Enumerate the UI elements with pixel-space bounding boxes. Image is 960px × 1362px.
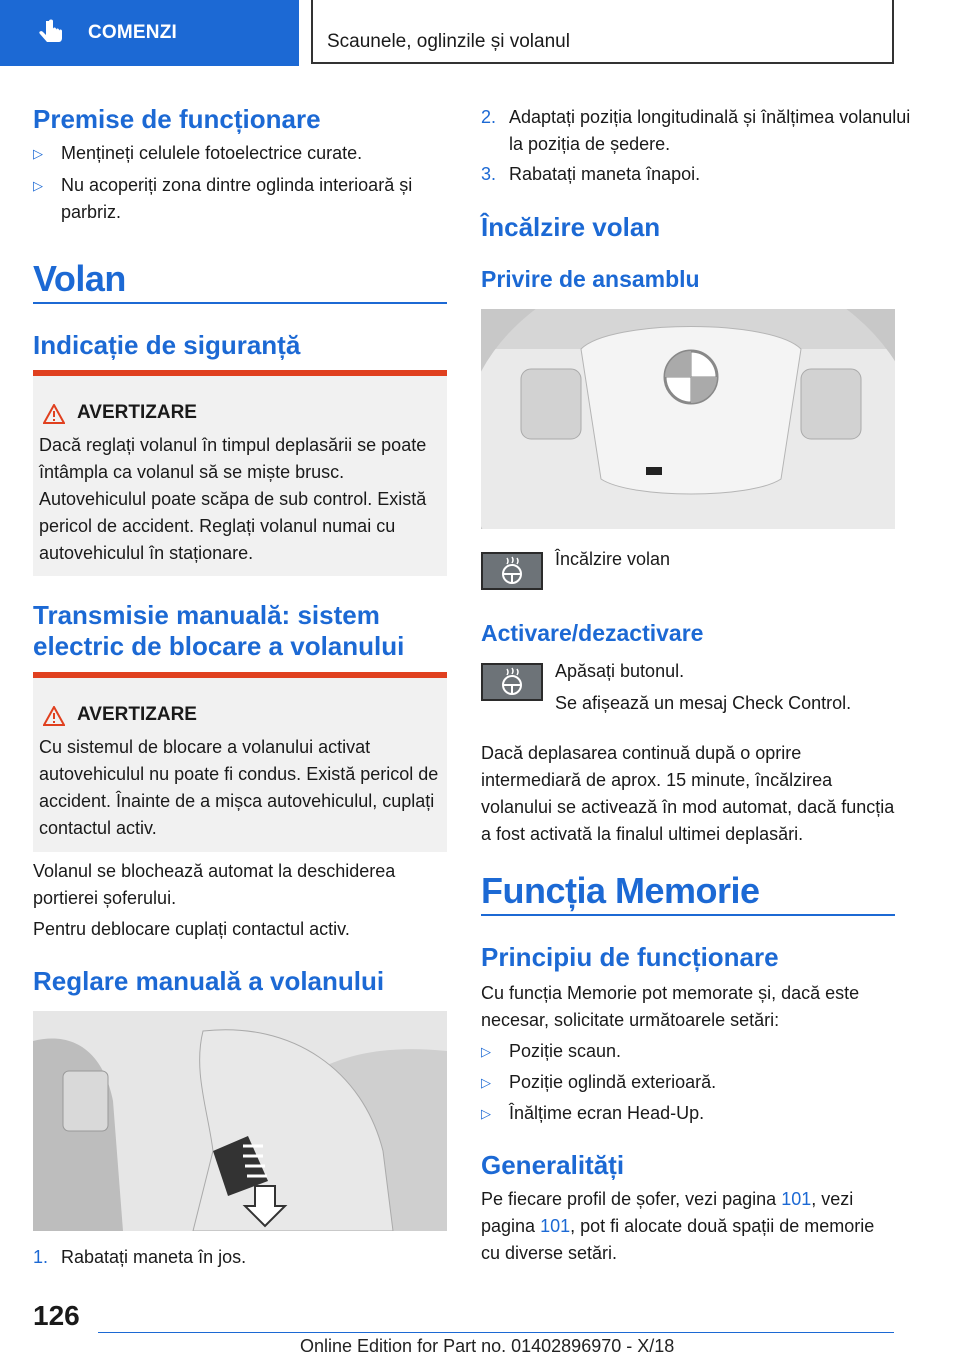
section-title: Scaunele, oglinzile și volanul [327,31,570,52]
step-item: 2. Adaptați poziția longitudinală și înălțimea volanului la poziția de ședere. [481,104,923,158]
step-number: 2. [481,107,497,127]
transmission-heading: Transmisie manuală: sistem electric de blocare a volanului [33,600,405,661]
page-link[interactable]: 101 [781,1189,812,1209]
steering-heat-icon [483,665,541,699]
lock-paragraph: Volanul se blochează automat la deschiderea portierei șoferului. [33,861,396,908]
warning-title: AVERTIZARE [77,704,197,725]
heading-rule [481,914,895,916]
press-text: Apăsați butonul. [555,661,685,681]
triangle-bullet-icon: ▷ [481,1044,491,1059]
steering-column-lever-image [33,1011,447,1231]
premise-heading: Premise de funcționare [33,104,321,134]
triangle-bullet-icon: ▷ [33,178,43,193]
list-item: ▷ Mențineți celulele fotoelectrice curate. [33,140,461,167]
volan-heading: Volan [33,258,126,299]
hand-pointer-icon [36,18,66,48]
steering-heat-icon [483,554,541,588]
heating-heading: Încălzire volan [481,212,661,242]
list-item: ▷ Poziție oglindă exterioară. [481,1069,889,1096]
warning-title: AVERTIZARE [77,402,197,423]
manual-adjust-heading: Reglare manuală a volanului [33,966,385,996]
list-item: ▷ Nu acoperiți zona dintre oglinda interioară și parbriz. [33,172,451,226]
step-item: 3. Rabatați maneta înapoi. [481,161,923,188]
check-control-text: Se afișează un mesaj Check Control. [555,693,852,713]
list-item: ▷ Poziție scaun. [481,1038,889,1065]
warning-box [33,370,447,576]
warning-triangle-icon [43,404,65,424]
step-item: 1. Rabatați maneta în jos. [33,1244,461,1271]
heading-rule [33,302,447,304]
edition-footer: Online Edition for Part no. 01402896970 - X/18 [300,1336,675,1356]
warning-text: Cu sistemul de blocare a volanului activat autovehiculul nu poate fi condus. Există pericol de accident. Înainte de a mișca autovehiculul, cuplați contactul activ. [39,737,439,838]
footer-rule [98,1332,894,1333]
page-number: 126 [33,1300,80,1331]
auto-activation-paragraph: Dacă deplasarea continuă după o oprire intermediară de aprox. 15 minute, încălzirea volanului se activează în mod automat, dacă funcția a fost activată la finalul ultimei deplasări. [481,743,895,844]
principle-heading: Principiu de funcționare [481,942,779,972]
page-link[interactable]: 101 [540,1216,571,1236]
steering-heat-button[interactable] [481,663,543,701]
list-item: ▷ Înălțime ecran Head-Up. [481,1100,889,1127]
triangle-bullet-icon: ▷ [481,1106,491,1121]
general-paragraph: Pe fiecare profil de șofer, vezi pagina 101, vezi pagina 101, pot fi alocate două spații de memorie cu diverse setări. [481,1189,875,1263]
warning-box [33,672,447,852]
heat-button-label: Încălzire volan [555,549,671,569]
chapter-tab-label: COMENZI [88,22,178,43]
step-number: 3. [481,164,497,184]
steering-wheel-image [481,309,895,529]
activate-heading: Activare/dezactivare [481,620,704,646]
triangle-bullet-icon: ▷ [33,146,43,161]
warning-triangle-icon [43,706,65,726]
unlock-paragraph: Pentru deblocare cuplați contactul activ. [33,919,350,939]
section-title-box [311,0,894,64]
principle-paragraph: Cu funcția Memorie pot memorate și, dacă este necesar, solicitate următoarele setări: [481,983,860,1030]
safety-heading: Indicație de siguranță [33,330,301,360]
triangle-bullet-icon: ▷ [481,1075,491,1090]
warning-text: Dacă reglați volanul în timpul deplasării se poate întâmpla ca volanul să se miște brusc. Autovehiculul poate scăpa de sub control. Există pericol de accident. Reglați volanul numai cu autovehiculul în staționare. [39,435,427,563]
memory-heading: Funcția Memorie [481,870,760,911]
chapter-tab[interactable] [0,0,299,66]
step-number: 1. [33,1247,49,1267]
steering-heat-button[interactable] [481,552,543,590]
general-heading: Generalități [481,1150,625,1180]
overview-heading: Privire de ansamblu [481,266,700,292]
